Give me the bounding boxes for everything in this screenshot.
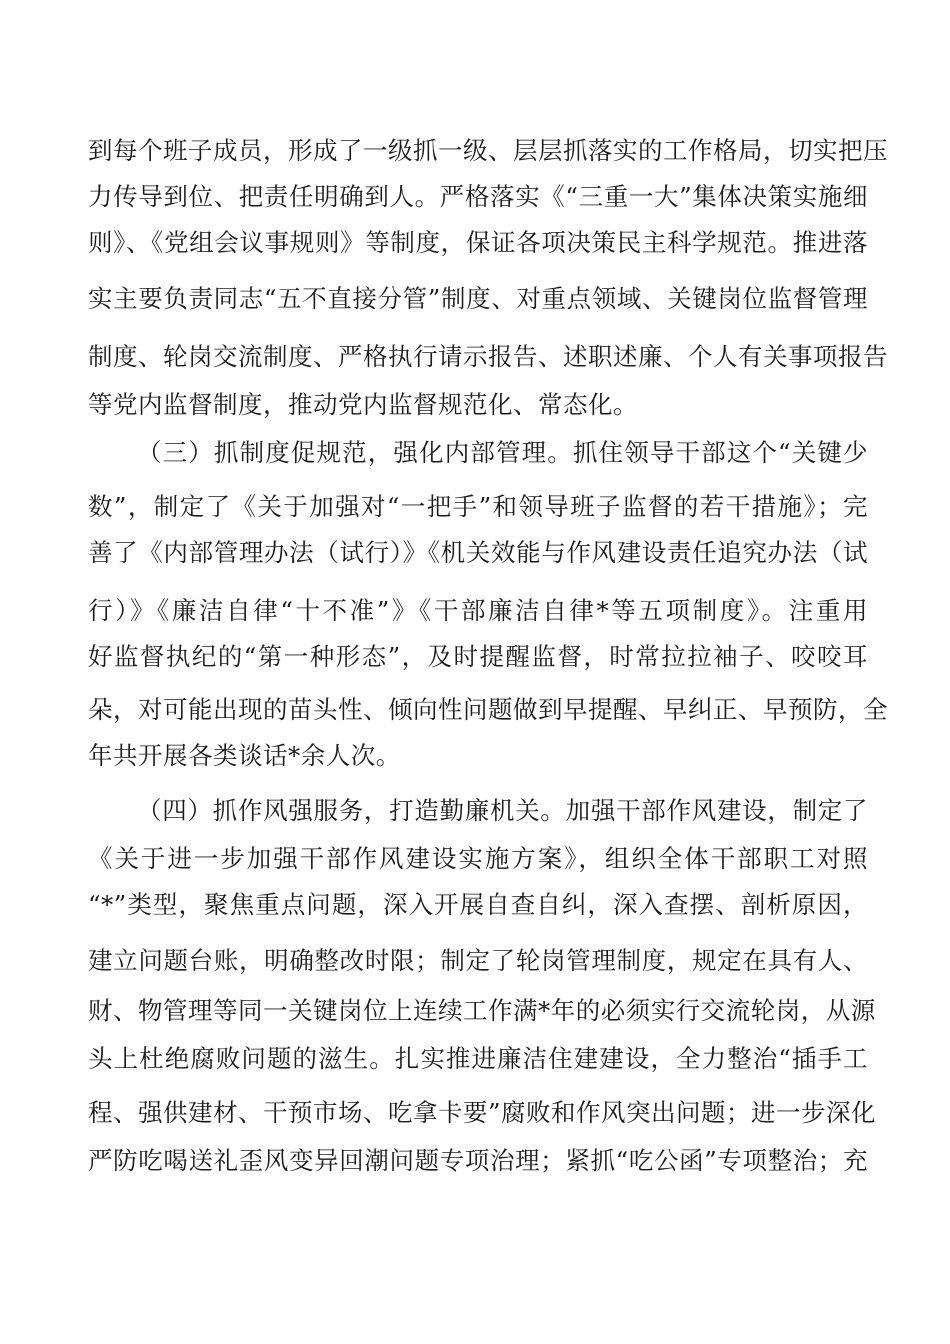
paragraph-line: 朵，对可能出现的苗头性、倾向性问题做到早提醒、早纠正、早预防，全 [88, 695, 888, 724]
paragraph-line: 实主要负责同志“五不直接分管”制度、对重点领域、关键岗位监督管理 [88, 284, 868, 313]
paragraph-line: 程、强供建材、干预市场、吃拿卡要”腐败和作风突出问题；进一步深化 [88, 1098, 877, 1127]
paragraph-line: “*”类型，聚焦重点问题，深入开展自查自纠，深入查摆、剖析原因， [88, 890, 868, 919]
paragraph-line: 严防吃喝送礼歪风变异回潮问题专项治理；紧抓“吃公函”专项整治；充 [88, 1146, 868, 1175]
paragraph-line: 行）》《廉洁自律“十不准”》《干部廉洁自律*等五项制度》。注重用 [88, 596, 868, 625]
paragraph-line: 年共开展各类谈话*余人次。 [88, 741, 401, 770]
paragraph-line: 力传导到位、把责任明确到人。严格落实《“三重一大”集体决策实施细 [88, 182, 868, 211]
paragraph-line: 等党内监督制度，推动党内监督规范化、常态化。 [88, 390, 638, 419]
paragraph-line: 制度、轮岗交流制度、严格执行请示报告、述职述廉、个人有关事项报告 [88, 342, 888, 371]
paragraph-line: 到每个班子成员，形成了一级抓一级、层层抓落实的工作格局，切实把压 [88, 136, 888, 165]
paragraph-line: 则》、《党组会议事规则》等制度，保证各项决策民主科学规范。推进落 [88, 228, 868, 257]
paragraph-first-line: （三）抓制度促规范，强化内部管理。抓住领导干部这个“关键少 [137, 438, 868, 467]
paragraph-first-line: （四）抓作风强服务，打造勤廉机关。加强干部作风建设，制定了 [137, 796, 868, 825]
paragraph-line: 建立问题台账，明确整改时限；制定了轮岗管理制度，规定在具有人、 [88, 946, 868, 975]
paragraph-line: 好监督执纪的“第一种形态”，及时提醒监督，时常拉拉袖子、咬咬耳 [88, 642, 868, 671]
paragraph-line: 善了《内部管理办法（试行）》《机关效能与作风建设责任追究办法（试 [88, 538, 868, 567]
paragraph-line: 财、物管理等同一关键岗位上连续工作满*年的必须实行交流轮岗，从源 [88, 996, 876, 1025]
paragraph-line: 数”，制定了《关于加强对“一把手”和领导班子监督的若干措施》；完 [88, 492, 868, 521]
paragraph-line: 《关于进一步加强干部作风建设实施方案》，组织全体干部职工对照 [88, 844, 868, 873]
paragraph-line: 头上杜绝腐败问题的滋生。扎实推进廉洁住建建设，全力整治“插手工 [88, 1044, 868, 1073]
